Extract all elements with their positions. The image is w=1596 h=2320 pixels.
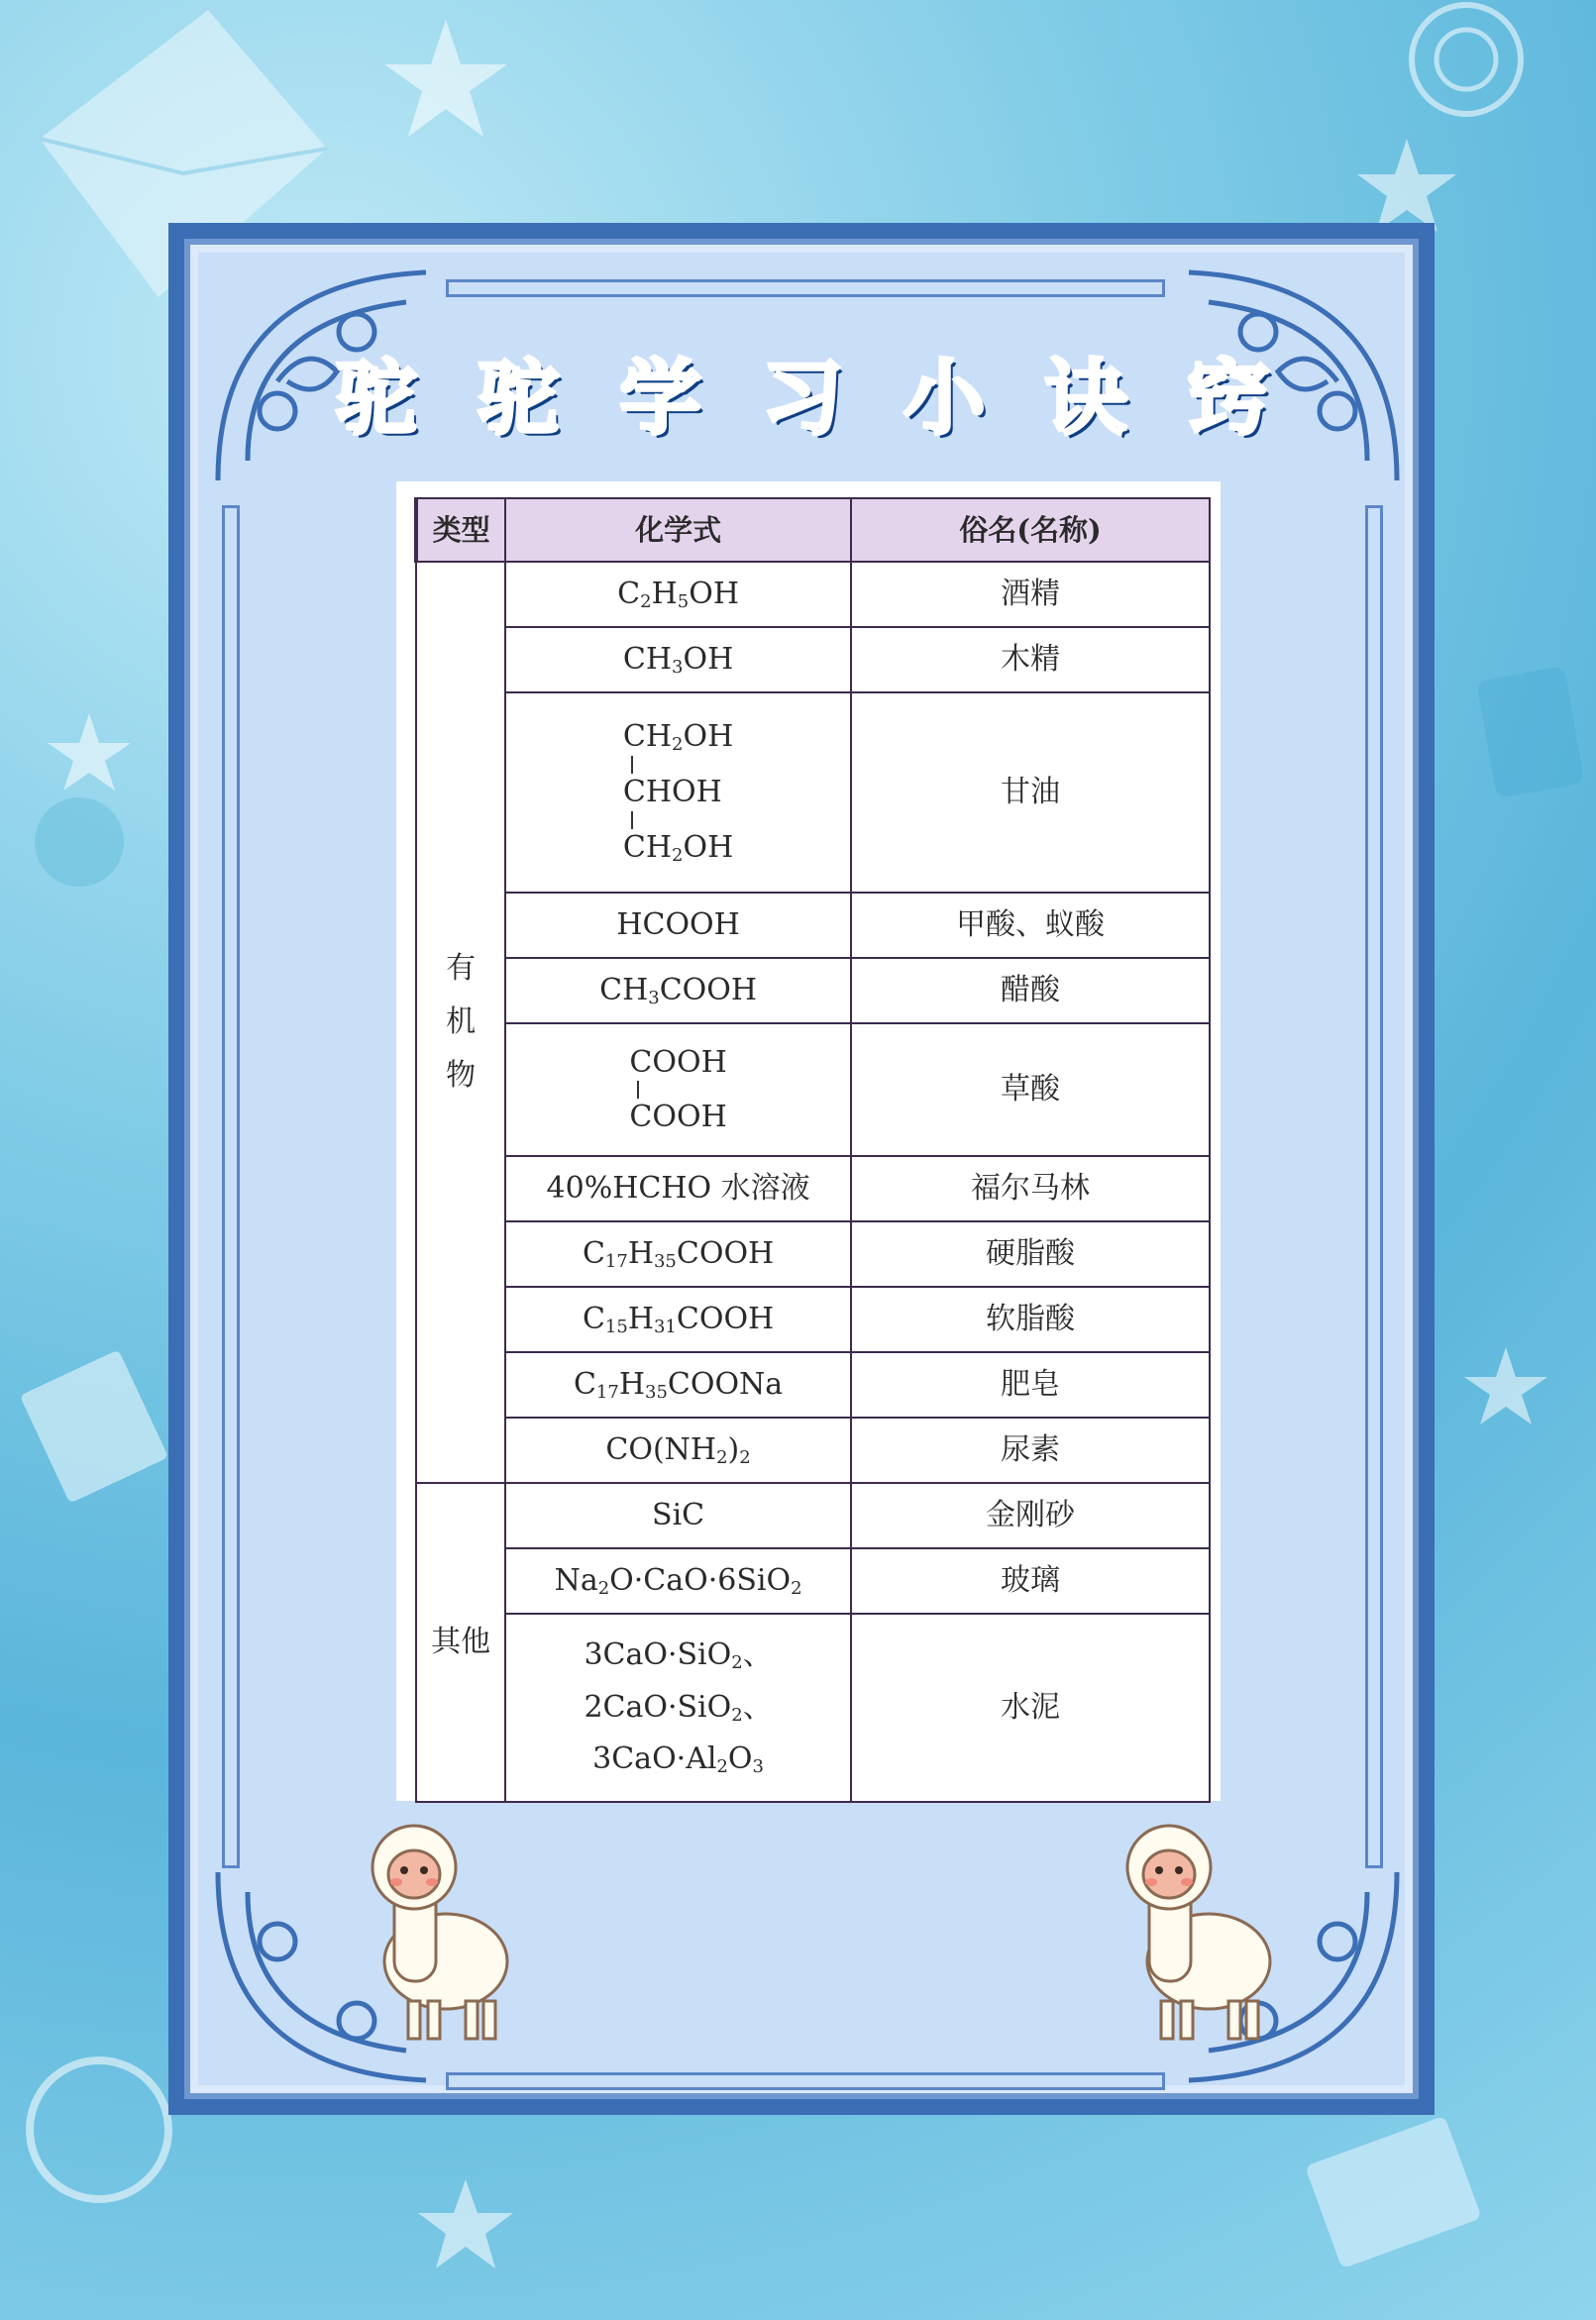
table-row bbox=[416, 692, 1210, 893]
name-cell: 甲酸、蚁酸 bbox=[851, 893, 1210, 958]
alpaca-mascot bbox=[1090, 1813, 1288, 2051]
title-char: 小 bbox=[904, 351, 986, 446]
name-cell: 醋酸 bbox=[851, 958, 1210, 1023]
name-cell: 草酸 bbox=[851, 1023, 1210, 1156]
chemistry-names-table bbox=[414, 497, 1211, 1803]
name-cell: 硬脂酸 bbox=[851, 1221, 1210, 1287]
table-row bbox=[416, 958, 1210, 1023]
name-cell: 福尔马林 bbox=[851, 1156, 1210, 1221]
table-row bbox=[416, 562, 1210, 627]
table-card bbox=[396, 481, 1221, 1801]
formula-cell: $C_2H_5OH$ bbox=[505, 562, 851, 627]
right-rail bbox=[1365, 505, 1383, 1868]
formula-cell: $CH_3COOH$ bbox=[505, 958, 851, 1023]
formula-cell: $CH_3OH$ bbox=[505, 627, 851, 692]
star-icon bbox=[418, 2179, 513, 2268]
header-formula: 化学式 bbox=[505, 498, 851, 562]
title-char: 驼 bbox=[478, 351, 560, 446]
ribbon-icon bbox=[1305, 2116, 1482, 2269]
table-row bbox=[416, 1023, 1210, 1156]
top-rail bbox=[446, 279, 1165, 297]
heart-icon bbox=[35, 797, 124, 887]
bottom-rail bbox=[446, 2072, 1165, 2090]
alpaca-mascot bbox=[317, 1813, 515, 2051]
name-cell: 肥皂 bbox=[851, 1352, 1210, 1418]
formula-cell: COOH COOH bbox=[505, 1023, 851, 1156]
name-cell: 酒精 bbox=[851, 562, 1210, 627]
formula-cell: HCOOH bbox=[505, 893, 851, 958]
table-row bbox=[416, 1614, 1210, 1802]
formula-cell: $C_{17}H_{35}COOH$ bbox=[505, 1221, 851, 1287]
star-icon bbox=[1357, 139, 1456, 232]
name-cell: 金刚砂 bbox=[851, 1483, 1210, 1548]
name-cell: 水泥 bbox=[851, 1614, 1210, 1802]
table-row bbox=[416, 1156, 1210, 1221]
table-row bbox=[416, 1287, 1210, 1352]
name-cell: 软脂酸 bbox=[851, 1287, 1210, 1352]
name-cell: 玻璃 bbox=[851, 1548, 1210, 1614]
header-name: 俗名(名称) bbox=[851, 498, 1210, 562]
star-icon bbox=[384, 20, 507, 137]
header-type: 类型 bbox=[416, 498, 505, 562]
table-row bbox=[416, 893, 1210, 958]
table-row bbox=[416, 1483, 1210, 1548]
name-cell: 甘油 bbox=[851, 692, 1210, 893]
left-rail bbox=[222, 505, 240, 1868]
formula-cell: 40%HCHO 水溶液 bbox=[505, 1156, 851, 1221]
formula-cell: 3CaO·SiO$_2$、 2CaO·SiO$_2$、 $3CaO\cdot Al_2O_3$ bbox=[505, 1614, 851, 1802]
title-char: 学 bbox=[619, 351, 701, 446]
name-cell: 尿素 bbox=[851, 1418, 1210, 1483]
title-char: 驼 bbox=[335, 351, 417, 446]
formula-cell: $CH_2OH$ CHOH $CH_2OH$ bbox=[505, 692, 851, 893]
table-row bbox=[416, 1548, 1210, 1614]
title-char: 习 bbox=[761, 351, 843, 446]
formula-cell: SiC bbox=[505, 1483, 851, 1548]
page-title bbox=[327, 342, 1278, 446]
formula-cell: $Na_2O\cdot CaO\cdot 6SiO_2$ bbox=[505, 1548, 851, 1614]
table-row bbox=[416, 1352, 1210, 1418]
star-icon bbox=[48, 713, 131, 791]
formula-cell: $CO(NH_2)_2$ bbox=[505, 1418, 851, 1483]
type-organic: 有 机 物 bbox=[416, 562, 505, 1483]
table-row bbox=[416, 1221, 1210, 1287]
formula-cell: $C_{17}H_{35}COONa$ bbox=[505, 1352, 851, 1418]
formula-cell: $C_{15}H_{31}COOH$ bbox=[505, 1287, 851, 1352]
type-other: 其他 bbox=[416, 1483, 505, 1802]
name-cell: 木精 bbox=[851, 627, 1210, 692]
table-row bbox=[416, 1418, 1210, 1483]
title-char: 窍 bbox=[1187, 351, 1269, 446]
table-row bbox=[416, 627, 1210, 692]
star-icon bbox=[1464, 1347, 1547, 1424]
title-char: 诀 bbox=[1045, 351, 1127, 446]
